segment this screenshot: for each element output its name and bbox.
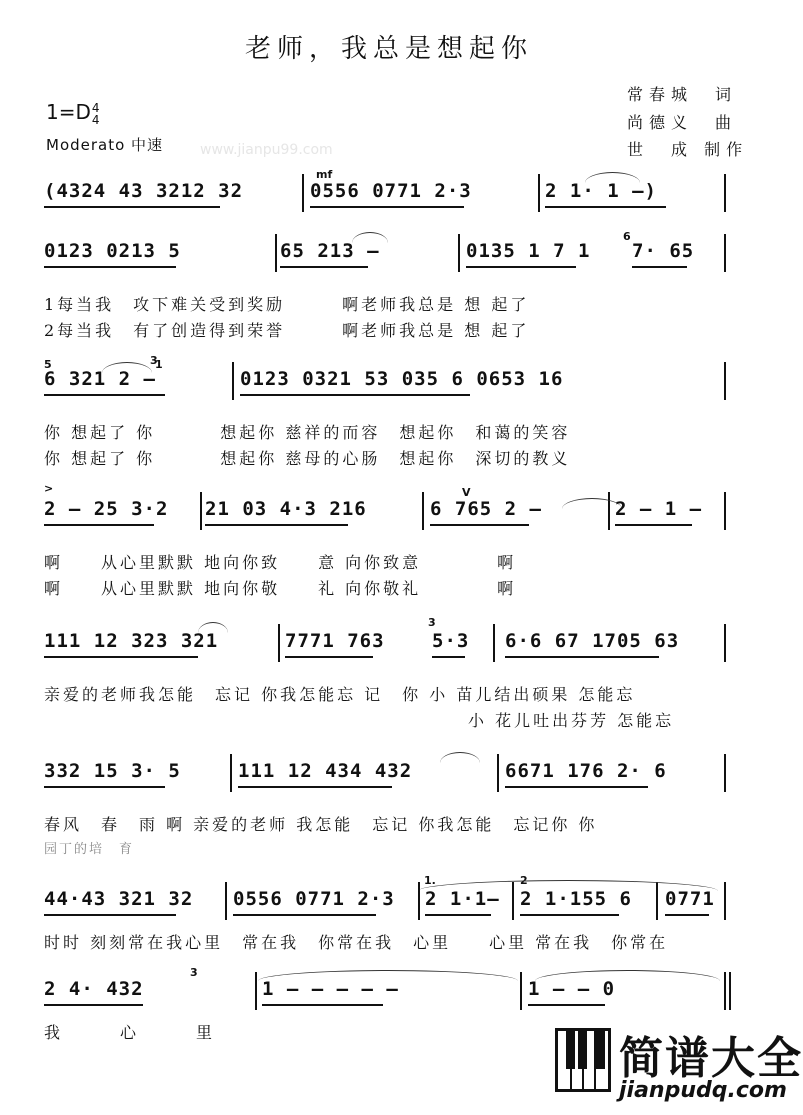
lyric-line: 园丁的培 育: [44, 842, 135, 857]
beam-line: [310, 206, 464, 208]
lyric-line: 春风 春 雨 啊 亲爱的老师 我怎能 忘记 你我怎能 忘记你 你: [44, 815, 598, 834]
lyric-line: 时时 刻刻常在我心里 常在我 你常在我 心里 心里 常在我 你常在: [44, 933, 669, 952]
note-group: 44·43 321 32: [44, 888, 194, 910]
time-sig-bottom: 4: [91, 112, 100, 127]
beam-line: [520, 914, 619, 916]
note-group: 0123 0213 5: [44, 240, 181, 262]
score-mark: 3: [428, 616, 436, 629]
lyric-line: 啊 从心里默默 地向你致 意 向你致意 啊: [44, 553, 517, 572]
bar-line: [724, 174, 726, 212]
lyric-line: 2每当我 有了创造得到荣誉 啊老师我总是 想 起了: [44, 321, 530, 340]
beam-line: [44, 266, 176, 268]
tie-slur: [258, 970, 518, 981]
beam-line: [205, 524, 348, 526]
bar-line: [278, 624, 280, 662]
bar-line: [724, 362, 726, 400]
note-group: 1 – – – – –: [262, 978, 399, 1000]
note-group: 2 – 25 3·2: [44, 498, 169, 520]
beam-line: [505, 786, 648, 788]
bar-line: [724, 624, 726, 662]
score-mark: mf: [316, 168, 333, 181]
lyric-line: 你 想起了 你 想起你 慈祥的而容 想起你 和蔼的笑容: [44, 423, 571, 442]
note-group: 111 12 323 321: [44, 630, 219, 652]
note-group: 332 15 3· 5: [44, 760, 181, 782]
score-mark: 3: [190, 966, 198, 979]
score-mark: 6: [623, 230, 631, 243]
beam-line: [44, 656, 198, 658]
beam-line: [44, 394, 165, 396]
note-group: 6 765 2 –: [430, 498, 542, 520]
note-group: 0135 1 7 1: [466, 240, 591, 262]
note-group: 111 12 434 432: [238, 760, 413, 782]
note-group: 6·6 67 1705 63: [505, 630, 680, 652]
score-mark: >: [44, 482, 54, 495]
bar-line: [255, 972, 257, 1010]
tie-slur: [585, 172, 640, 183]
score-mark: 1.: [424, 874, 436, 887]
tie-slur: [198, 622, 228, 633]
note-group: 65 213 –: [280, 240, 380, 262]
note-group: 0556 0771 2·3: [233, 888, 395, 910]
beam-line: [44, 1004, 143, 1006]
beam-line: [240, 394, 470, 396]
beam-line: [425, 914, 491, 916]
bar-line: [458, 234, 460, 272]
tie-slur: [440, 752, 480, 763]
bar-line: [497, 754, 499, 792]
beam-line: [466, 266, 576, 268]
note-group: 21 03 4·3 216: [205, 498, 367, 520]
lyric-line: 1每当我 攻下难关受到奖励 啊老师我总是 想 起了: [44, 295, 530, 314]
note-group: 7· 65: [632, 240, 695, 262]
time-sig-top: 4: [91, 100, 100, 115]
bar-line: [608, 492, 610, 530]
bar-line: [232, 362, 234, 400]
beam-line: [432, 656, 465, 658]
bar-line: [520, 972, 522, 1010]
lyricist-credit: 常春城 词: [627, 85, 738, 104]
note-group: (4324 43 3212 32: [44, 180, 244, 202]
beam-line: [280, 266, 368, 268]
bar-line: [302, 174, 304, 212]
beam-line: [285, 656, 373, 658]
note-group: 5·3: [432, 630, 470, 652]
note-group: 6 321 2 –: [44, 368, 156, 390]
score-mark: V: [462, 486, 471, 499]
bar-line: [724, 234, 726, 272]
beam-line: [615, 524, 692, 526]
lyric-line: 你 想起了 你 想起你 慈母的心肠 想起你 深切的教义: [44, 449, 571, 468]
watermark: www.jianpu99.com: [200, 142, 333, 158]
beam-line: [233, 914, 376, 916]
lyric-line: 啊 从心里默默 地向你敬 礼 向你敬礼 啊: [44, 579, 517, 598]
beam-line: [528, 1004, 605, 1006]
lyric-line: 我 心 里: [44, 1023, 216, 1042]
tie-slur: [562, 498, 622, 509]
bar-line: [200, 492, 202, 530]
note-group: 2 1·155 6: [520, 888, 632, 910]
note-group: 6671 176 2· 6: [505, 760, 667, 782]
producer-credit: 世 成 制作: [627, 140, 749, 159]
bar-line: [275, 234, 277, 272]
beam-line: [632, 266, 687, 268]
note-group: 0771: [665, 888, 715, 910]
note-group: 0556 0771 2·3: [310, 180, 472, 202]
bar-line: [538, 174, 540, 212]
beam-line: [44, 914, 176, 916]
beam-line: [665, 914, 709, 916]
beam-line: [262, 1004, 383, 1006]
beam-line: [238, 786, 392, 788]
note-group: 0123 0321 53 035 6 0653 16: [240, 368, 564, 390]
note-group: 2 4· 432: [44, 978, 144, 1000]
composer-credit: 尚德义 曲: [627, 113, 738, 132]
site-logo[interactable]: [555, 1022, 803, 1112]
tie-slur: [418, 880, 718, 891]
tie-slur: [102, 362, 152, 373]
tempo-marking: Moderato 中速: [46, 136, 164, 154]
piano-keys-icon: [555, 1028, 611, 1092]
lyric-line: 小 花儿吐出芬芳 怎能忘: [468, 711, 675, 730]
note-group: 7771 763: [285, 630, 385, 652]
logo-name: 简谱大全: [619, 1033, 803, 1084]
bar-line: [418, 882, 420, 920]
score-mark: 1: [155, 358, 163, 371]
bar-line: [724, 882, 726, 920]
logo-url: jianpudq.com: [619, 1078, 787, 1103]
beam-line: [505, 656, 659, 658]
tie-slur: [352, 232, 388, 243]
score-mark: 2: [520, 874, 528, 887]
note-group: 2 – 1 –: [615, 498, 703, 520]
note-group: 2 1·1–: [425, 888, 500, 910]
tie-slur: [535, 970, 720, 981]
score-mark: 3: [150, 354, 158, 367]
bar-line: [724, 972, 726, 1010]
beam-line: [44, 206, 220, 208]
song-title: 老师，我总是想起你: [244, 34, 533, 64]
note-group: 1 – – 0: [528, 978, 616, 1000]
note-group: 2 1· 1 –): [545, 180, 657, 202]
bar-line: [729, 972, 731, 1010]
bar-line: [724, 754, 726, 792]
score-mark: 5: [44, 358, 52, 371]
beam-line: [44, 786, 165, 788]
beam-line: [44, 524, 154, 526]
lyric-line: 亲爱的老师我怎能 忘记 你我怎能忘 记 你 小 苗儿结出硕果 怎能忘: [44, 685, 636, 704]
beam-line: [430, 524, 529, 526]
bar-line: [225, 882, 227, 920]
key-signature: 1=D4 4: [46, 100, 100, 127]
bar-line: [493, 624, 495, 662]
bar-line: [422, 492, 424, 530]
bar-line: [230, 754, 232, 792]
bar-line: [724, 492, 726, 530]
beam-line: [545, 206, 666, 208]
